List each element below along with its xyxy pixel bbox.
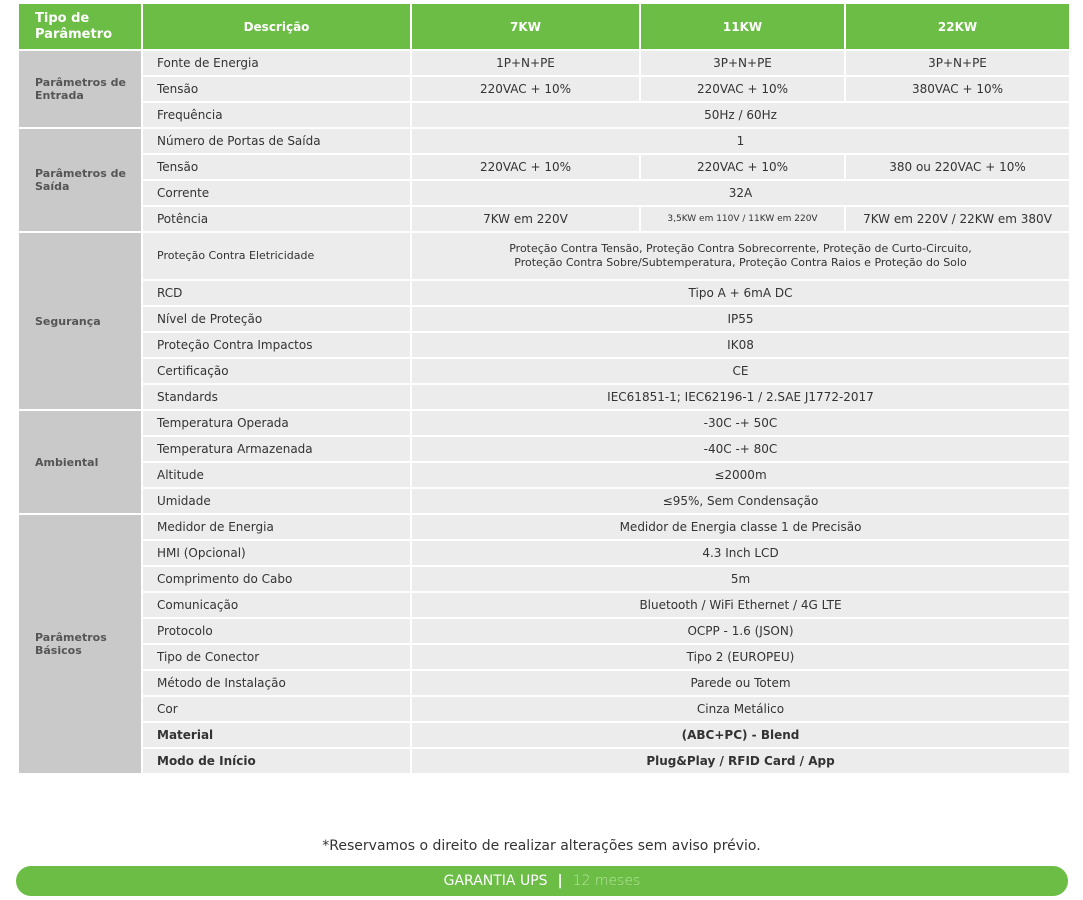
warranty-banner bbox=[16, 866, 1068, 896]
row-value: 1 bbox=[412, 129, 1069, 153]
header-param-type: Tipo de Parâmetro bbox=[19, 4, 141, 49]
row-desc: Certificação bbox=[143, 359, 410, 383]
warranty-label: GARANTIA UPS bbox=[443, 873, 548, 889]
row-value: Tipo A + 6mA DC bbox=[412, 281, 1069, 305]
row-desc: Standards bbox=[143, 385, 410, 409]
row-value: Plug&Play / RFID Card / App bbox=[412, 749, 1069, 773]
row-desc: Nível de Proteção bbox=[143, 307, 410, 331]
row-desc: RCD bbox=[143, 281, 410, 305]
row-value-22kw: 380VAC + 10% bbox=[846, 77, 1069, 101]
row-value-line: Proteção Contra Tensão, Proteção Contra Sobrecorrente, Proteção de Curto-Circuito, bbox=[509, 242, 972, 255]
row-value-11kw: 3,5KW em 110V / 11KW em 220V bbox=[641, 207, 844, 231]
row-value-7kw: 1P+N+PE bbox=[412, 51, 639, 75]
row-desc: Número de Portas de Saída bbox=[143, 129, 410, 153]
row-desc: Altitude bbox=[143, 463, 410, 487]
header-row bbox=[19, 4, 1069, 49]
header-22kw: 22KW bbox=[846, 4, 1069, 49]
row-value: Tipo 2 (EUROPEU) bbox=[412, 645, 1069, 669]
row-desc: Proteção Contra Impactos bbox=[143, 333, 410, 357]
table-row bbox=[19, 645, 1069, 669]
table-row bbox=[19, 515, 1069, 539]
row-desc: Comprimento do Cabo bbox=[143, 567, 410, 591]
row-desc: Proteção Contra Eletricidade bbox=[143, 233, 410, 279]
row-value: IP55 bbox=[412, 307, 1069, 331]
row-value: CE bbox=[412, 359, 1069, 383]
row-value-22kw: 7KW em 220V / 22KW em 380V bbox=[846, 207, 1069, 231]
row-desc: Medidor de Energia bbox=[143, 515, 410, 539]
table-row bbox=[19, 233, 1069, 279]
row-desc: Material bbox=[143, 723, 410, 747]
table-row bbox=[19, 103, 1069, 127]
row-desc: Modo de Início bbox=[143, 749, 410, 773]
row-value: IEC61851-1; IEC62196-1 / 2.SAE J1772-2017 bbox=[412, 385, 1069, 409]
warranty-separator: | bbox=[557, 873, 563, 889]
row-desc: Tipo de Conector bbox=[143, 645, 410, 669]
row-desc: Tensão bbox=[143, 155, 410, 179]
group-basicos: Parâmetros Básicos bbox=[19, 515, 141, 773]
row-value: 50Hz / 60Hz bbox=[412, 103, 1069, 127]
table-row bbox=[19, 181, 1069, 205]
row-desc: Comunicação bbox=[143, 593, 410, 617]
row-desc: Potência bbox=[143, 207, 410, 231]
row-value: Bluetooth / WiFi Ethernet / 4G LTE bbox=[412, 593, 1069, 617]
table-row bbox=[19, 333, 1069, 357]
row-desc: Fonte de Energia bbox=[143, 51, 410, 75]
row-value: OCPP - 1.6 (JSON) bbox=[412, 619, 1069, 643]
table-row bbox=[19, 155, 1069, 179]
spec-table bbox=[17, 2, 1071, 775]
group-saida: Parâmetros de Saída bbox=[19, 129, 141, 231]
group-seguranca: Segurança bbox=[19, 233, 141, 409]
header-11kw: 11KW bbox=[641, 4, 844, 49]
table-row bbox=[19, 77, 1069, 101]
disclaimer-note: *Reservamos o direito de realizar alterações sem aviso prévio. bbox=[322, 838, 761, 854]
row-value: ≤2000m bbox=[412, 463, 1069, 487]
row-desc: Tensão bbox=[143, 77, 410, 101]
table-row bbox=[19, 593, 1069, 617]
table-row bbox=[19, 207, 1069, 231]
row-value: 5m bbox=[412, 567, 1069, 591]
row-value-22kw: 380 ou 220VAC + 10% bbox=[846, 155, 1069, 179]
row-desc: Temperatura Operada bbox=[143, 411, 410, 435]
row-value: (ABC+PC) - Blend bbox=[412, 723, 1069, 747]
table-row bbox=[19, 307, 1069, 331]
table-row bbox=[19, 723, 1069, 747]
row-value-line: Proteção Contra Sobre/Subtemperatura, Proteção Contra Raios e Proteção do Solo bbox=[514, 256, 967, 269]
row-desc: Umidade bbox=[143, 489, 410, 513]
table-row bbox=[19, 671, 1069, 695]
row-desc: Método de Instalação bbox=[143, 671, 410, 695]
row-value: Medidor de Energia classe 1 de Precisão bbox=[412, 515, 1069, 539]
table-row bbox=[19, 281, 1069, 305]
table-row bbox=[19, 541, 1069, 565]
table-row bbox=[19, 619, 1069, 643]
row-value-11kw: 220VAC + 10% bbox=[641, 155, 844, 179]
row-desc: Frequência bbox=[143, 103, 410, 127]
row-value: 32A bbox=[412, 181, 1069, 205]
row-value-7kw: 220VAC + 10% bbox=[412, 77, 639, 101]
table-row bbox=[19, 489, 1069, 513]
table-row bbox=[19, 129, 1069, 153]
row-value: 4.3 Inch LCD bbox=[412, 541, 1069, 565]
table-row bbox=[19, 567, 1069, 591]
row-value: ≤95%, Sem Condensação bbox=[412, 489, 1069, 513]
table-row bbox=[19, 359, 1069, 383]
row-value: -30C -+ 50C bbox=[412, 411, 1069, 435]
row-value-11kw: 3P+N+PE bbox=[641, 51, 844, 75]
row-value-7kw: 220VAC + 10% bbox=[412, 155, 639, 179]
row-desc: HMI (Opcional) bbox=[143, 541, 410, 565]
row-value: Cinza Metálico bbox=[412, 697, 1069, 721]
row-value-11kw: 220VAC + 10% bbox=[641, 77, 844, 101]
table-row bbox=[19, 437, 1069, 461]
row-value: IK08 bbox=[412, 333, 1069, 357]
row-desc: Protocolo bbox=[143, 619, 410, 643]
row-value: Parede ou Totem bbox=[412, 671, 1069, 695]
table-row bbox=[19, 51, 1069, 75]
row-value: -40C -+ 80C bbox=[412, 437, 1069, 461]
table-row bbox=[19, 411, 1069, 435]
table-row bbox=[19, 385, 1069, 409]
warranty-value: 12 meses bbox=[572, 873, 641, 889]
table-row bbox=[19, 697, 1069, 721]
table-row bbox=[19, 463, 1069, 487]
header-description: Descrição bbox=[143, 4, 410, 49]
header-7kw: 7KW bbox=[412, 4, 639, 49]
table-row bbox=[19, 749, 1069, 773]
row-desc: Temperatura Armazenada bbox=[143, 437, 410, 461]
row-desc: Cor bbox=[143, 697, 410, 721]
group-ambiental: Ambiental bbox=[19, 411, 141, 513]
group-entrada: Parâmetros de Entrada bbox=[19, 51, 141, 127]
row-value-multiline bbox=[412, 233, 1069, 279]
row-value-22kw: 3P+N+PE bbox=[846, 51, 1069, 75]
row-desc: Corrente bbox=[143, 181, 410, 205]
row-value-7kw: 7KW em 220V bbox=[412, 207, 639, 231]
